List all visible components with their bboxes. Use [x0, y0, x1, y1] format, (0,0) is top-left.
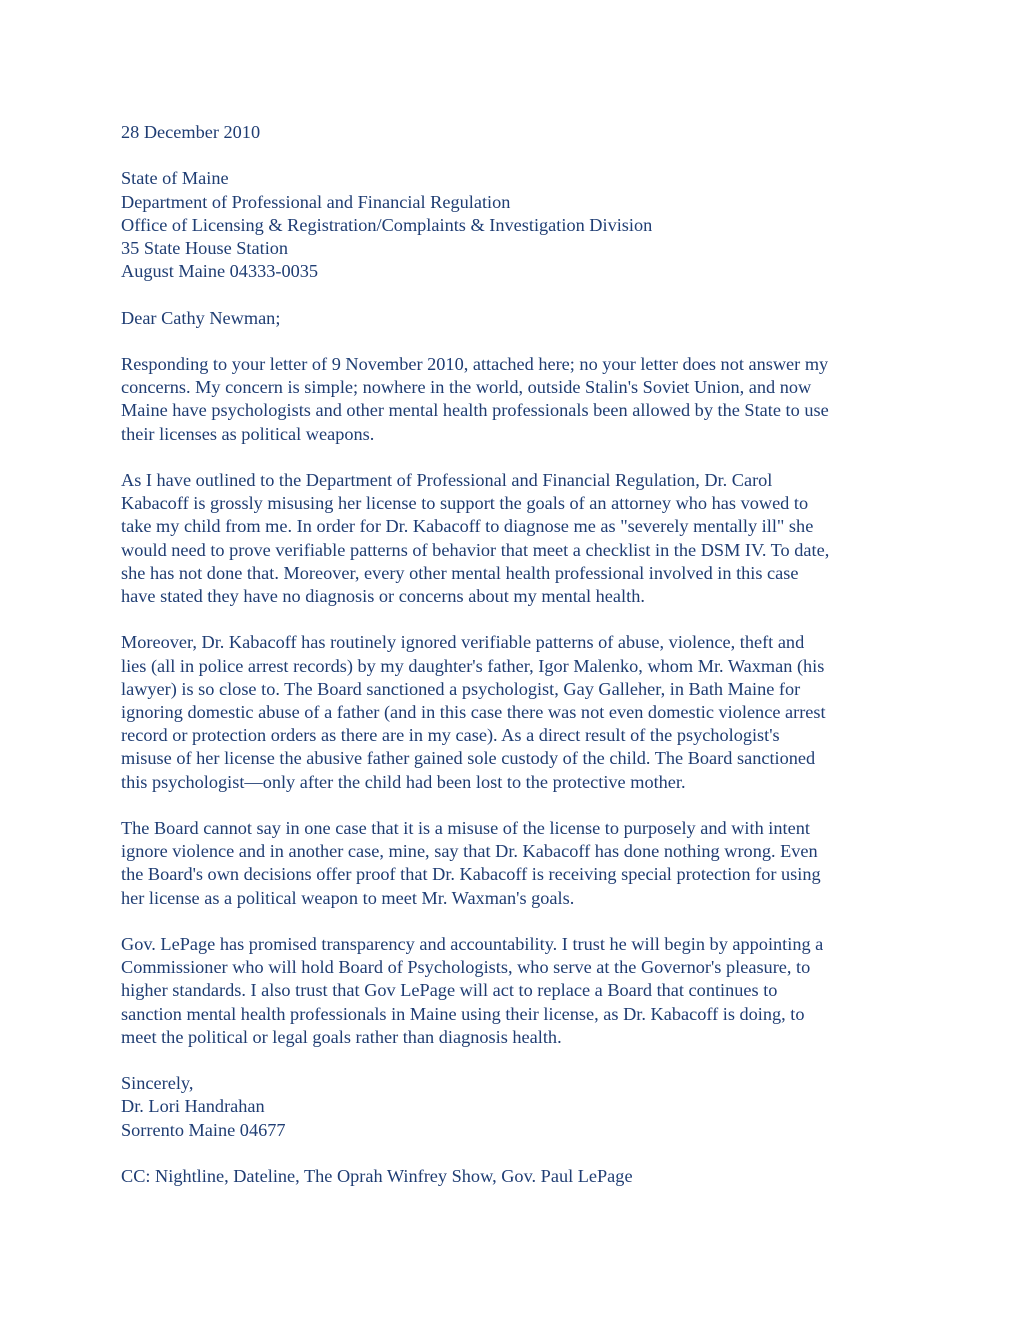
paragraph-line: lawyer) is so close to. The Board sanctioned a psychologist, Gay Galleher, in Bath Maine for	[121, 678, 801, 699]
paragraph-line: have stated they have no diagnosis or concerns about my mental health.	[121, 586, 645, 606]
paragraph-5	[121, 933, 921, 1049]
paragraph-line: meet the political or legal goals rather than diagnosis health.	[121, 1026, 562, 1047]
letter-date: 28 December 2010	[121, 122, 261, 142]
paragraph-line: Kabacoff is grossly misusing her license to support the goals of an attorney who has vowed to	[121, 493, 809, 514]
paragraph-4	[121, 817, 921, 910]
recipient-line: 35 State House Station	[121, 238, 289, 258]
paragraph-line: would need to prove verifiable patterns of behavior that meet a checklist in the DSM IV. To date,	[121, 539, 830, 560]
closing: Sincerely,	[121, 1073, 194, 1094]
paragraph-line: The Board cannot say in one case that it is a misuse of the license to purposely and with intent	[121, 818, 810, 838]
signature-location: Sorrento Maine 04677	[121, 1119, 286, 1140]
salutation: Dear Cathy Newman;	[121, 307, 281, 328]
spacer	[121, 144, 921, 167]
paragraph-line: As I have outlined to the Department of Professional and Financial Regulation, Dr. Carol	[121, 469, 773, 490]
recipient-line: State of Maine	[121, 168, 229, 189]
paragraph-line: record or protection orders as there are in my case). As a direct result of the psychologist's	[121, 725, 780, 746]
paragraph-3	[121, 631, 921, 793]
letter-body	[121, 121, 921, 1188]
spacer	[121, 1049, 921, 1072]
paragraph-line: concerns. My concern is simple; nowhere in the world, outside Stalin's Soviet Union, and now	[121, 377, 812, 398]
paragraph-line: take my child from me. In order for Dr. Kabacoff to diagnose me as "severely mentally ill" she	[121, 516, 814, 537]
spacer	[121, 330, 921, 353]
recipient-line: Office of Licensing & Registration/Complaints & Investigation Division	[121, 214, 653, 235]
signature-block	[121, 1072, 921, 1142]
paragraph-line: ignoring domestic abuse of a father (and in this case there was not even domestic violence arrest	[121, 702, 826, 722]
cc-line: CC: Nightline, Dateline, The Oprah Winfrey Show, Gov. Paul LePage	[121, 1166, 633, 1186]
paragraph-line: this psychologist—only after the child had been lost to the protective mother.	[121, 771, 686, 792]
spacer	[121, 608, 921, 631]
signature-name: Dr. Lori Handrahan	[121, 1096, 265, 1117]
recipient-line: August Maine 04333-0035	[121, 261, 319, 282]
paragraph-line: their licenses as political weapons.	[121, 423, 375, 444]
paragraph-line: her license as a political weapon to meet Mr. Waxman's goals.	[121, 887, 575, 908]
spacer	[121, 794, 921, 817]
paragraph-line: Gov. LePage has promised transparency and accountability. I trust he will begin by appointing a	[121, 934, 824, 954]
paragraph-line: Maine have psychologists and other mental health professionals been allowed by the State to use	[121, 400, 829, 421]
paragraph-2	[121, 469, 921, 608]
paragraph-line: misuse of her license the abusive father gained sole custody of the child. The Board sanctioned	[121, 748, 816, 769]
paragraph-line: Responding to your letter of 9 November 2010, attached here; no your letter does not answer my	[121, 353, 829, 374]
spacer	[121, 283, 921, 306]
paragraph-line: higher standards. I also trust that Gov LePage will act to replace a Board that continues to	[121, 980, 778, 1001]
spacer	[121, 1142, 921, 1165]
paragraph-1	[121, 353, 921, 446]
recipient-address	[121, 167, 921, 283]
paragraph-line: lies (all in police arrest records) by my daughter's father, Igor Malenko, whom Mr. Waxman (his	[121, 655, 825, 676]
spacer	[121, 446, 921, 469]
recipient-line: Department of Professional and Financial Regulation	[121, 191, 511, 212]
paragraph-line: sanction mental health professionals in Maine using their license, as Dr. Kabacoff is doing, to	[121, 1003, 805, 1024]
paragraph-line: the Board's own decisions offer proof that Dr. Kabacoff is receiving special protection for using	[121, 864, 821, 885]
paragraph-line: Commissioner who will hold Board of Psychologists, who serve at the Governor's pleasure, to	[121, 957, 811, 978]
paragraph-line: she has not done that. Moreover, every other mental health professional involved in this case	[121, 562, 799, 583]
paragraph-line: Moreover, Dr. Kabacoff has routinely ignored verifiable patterns of abuse, violence, theft and	[121, 632, 805, 653]
spacer	[121, 910, 921, 933]
paragraph-line: ignore violence and in another case, mine, say that Dr. Kabacoff has done nothing wrong. Even	[121, 841, 818, 862]
